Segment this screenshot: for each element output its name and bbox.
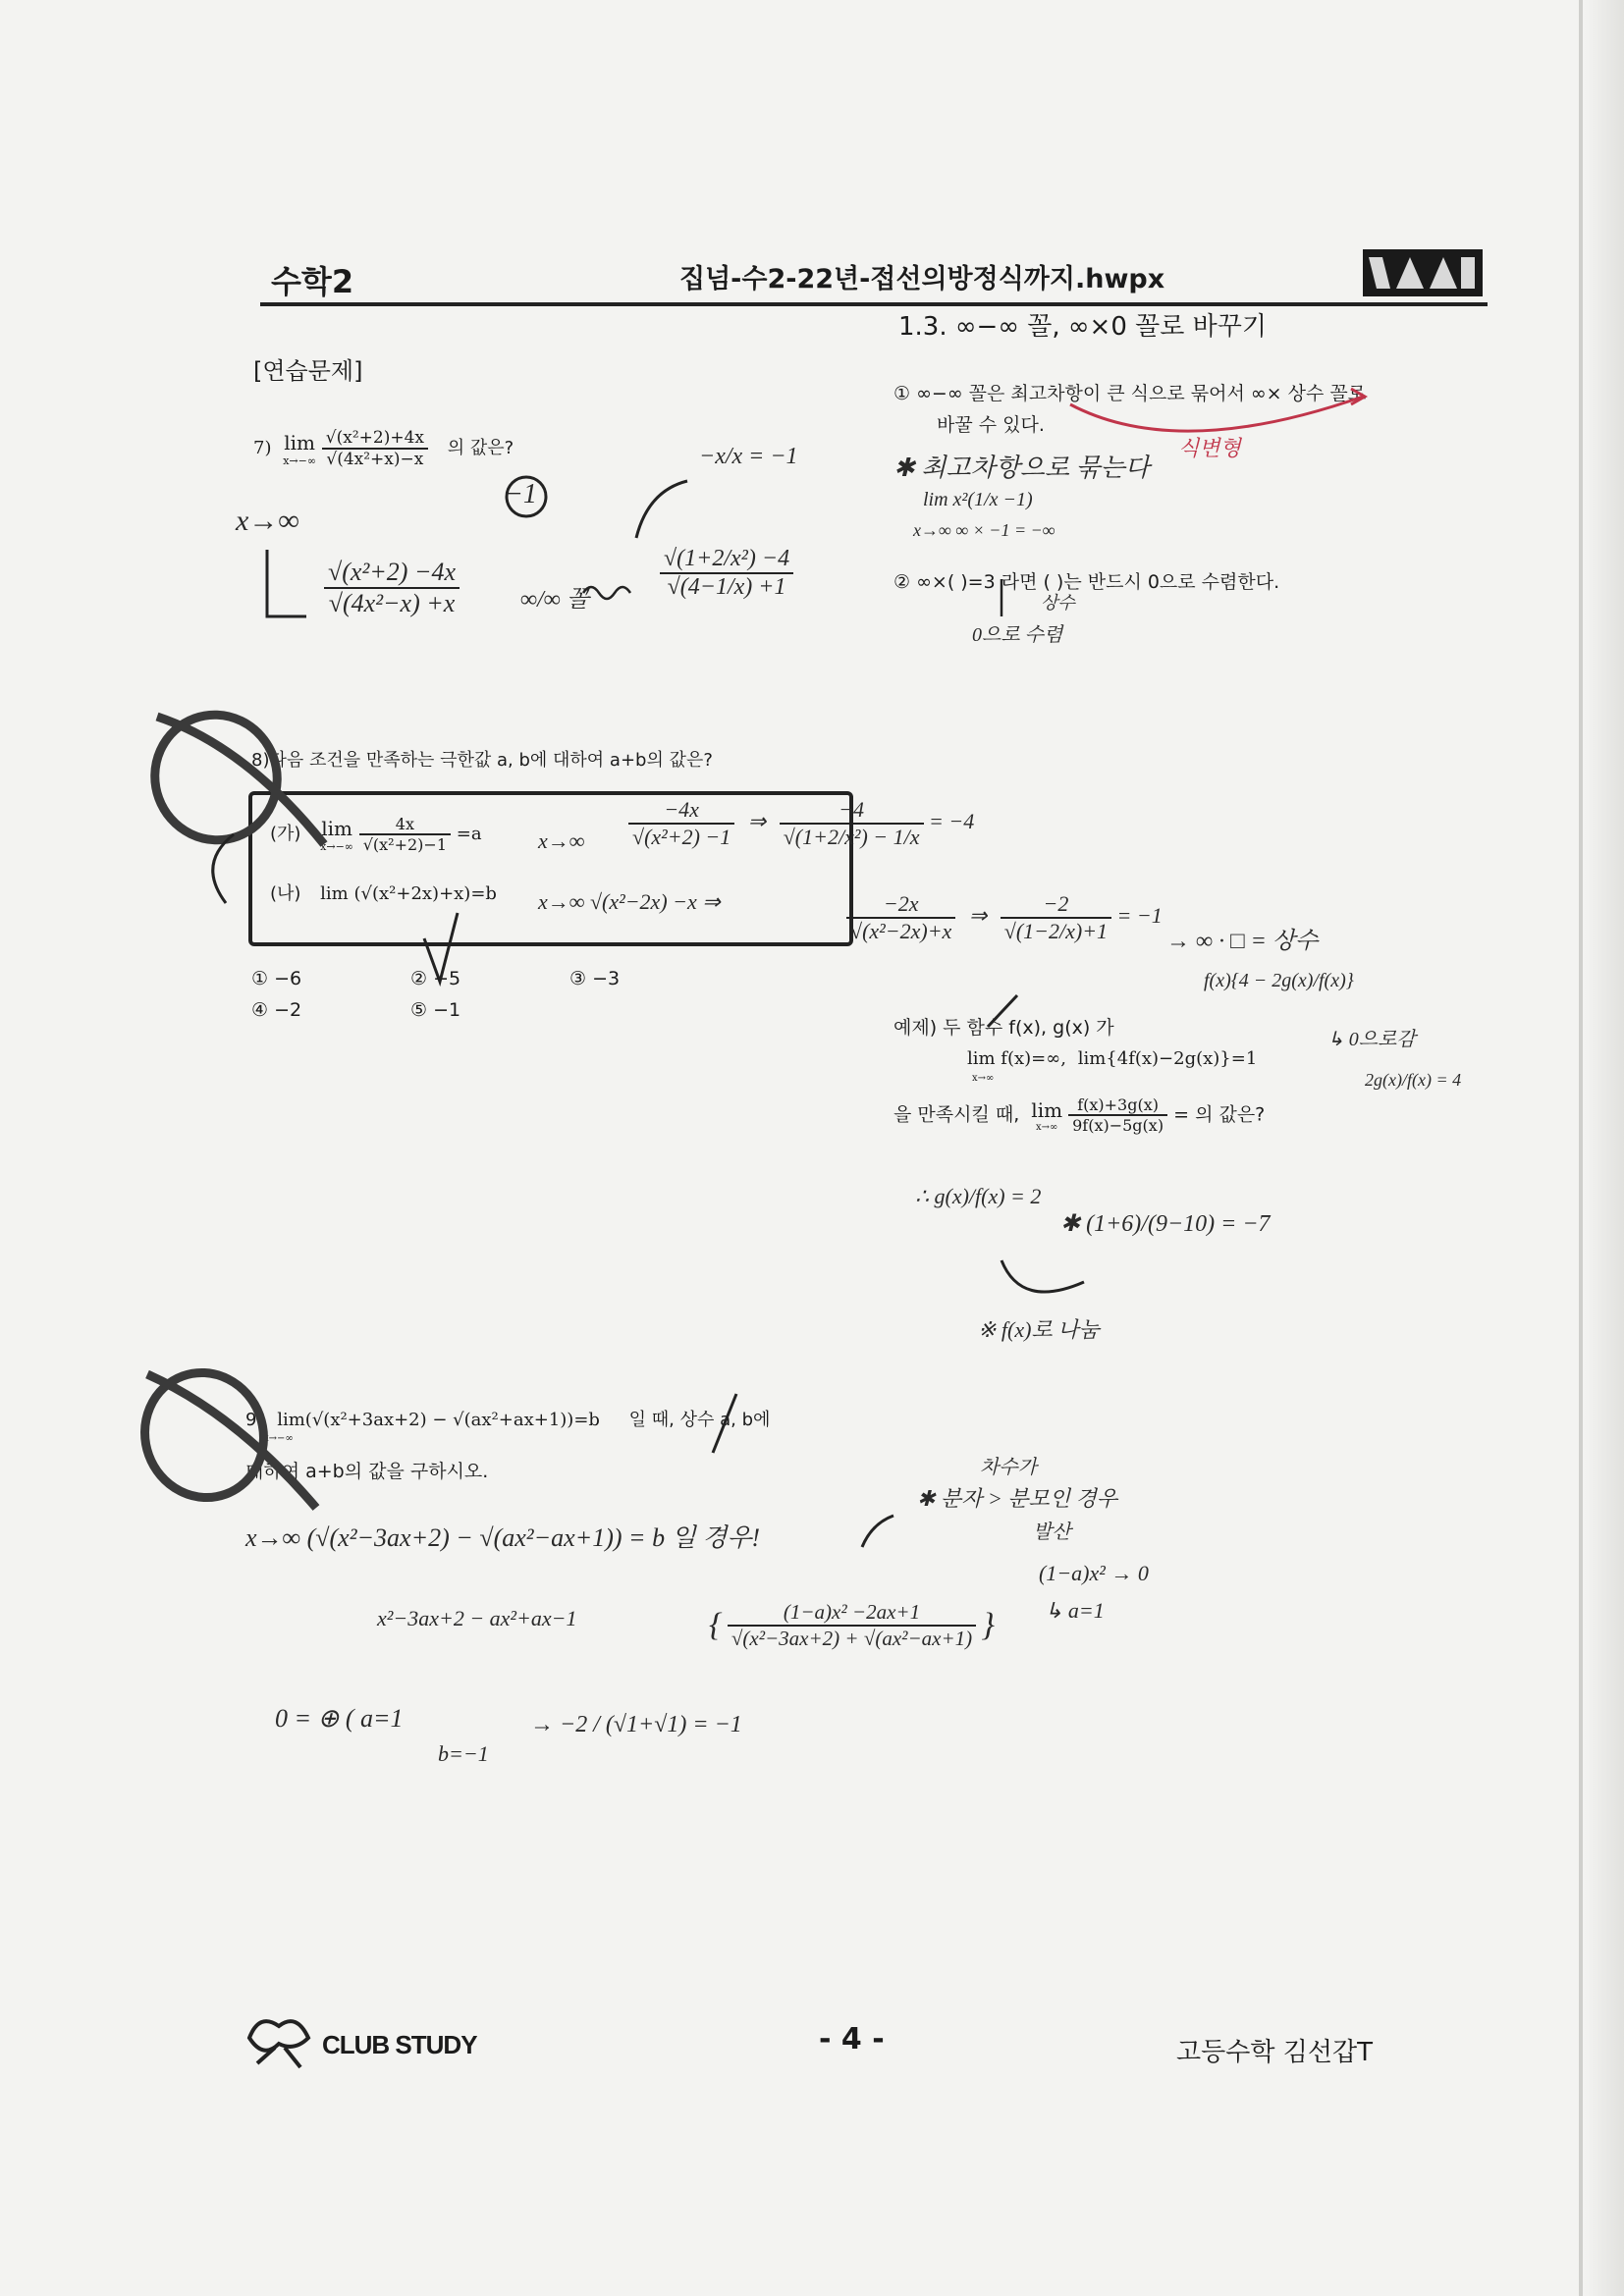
ga-numerator: 4x [359,815,451,835]
header-filename: 집넘-수2-22년-접선의방정식까지.hwpx [679,264,1165,294]
hw-p7-expr-num: √(x²+2) −4x [324,558,460,589]
lim-sub: x→∞ [1036,1121,1058,1133]
choice-1: ① −6 [251,968,302,989]
hw-p8-na-num2: −2 [1001,891,1111,919]
hw-p9-step2: x²−3ax+2 − ax²+ax−1 [377,1606,577,1630]
example-tail: = 의 값은? [1173,1103,1266,1126]
footer-brand: CLUB STUDY [322,2030,477,2059]
footer-page-number: - 4 - [819,2022,885,2056]
hw-ex-work1: → ∞ · □ = 상수 [1166,929,1319,954]
hw-arrow-p7-down [267,550,306,616]
problem-7-tail: 의 값은? [447,438,514,458]
squiggle-arrow [583,587,630,599]
hw-p8-na-num: −2x [846,891,955,919]
hw-p8-ga-num: −4x [628,797,734,825]
hw-p8-na-den2: √(1−2/x)+1 [1003,919,1109,943]
lim-text: lim [284,430,315,454]
hw-p8-na-den: √(x²−2x)+x [850,919,952,943]
hw-p7-rhs: −x/x = −1 [699,444,798,469]
hw-p7-step: x→∞ [236,505,299,537]
topic-title: 1.3. ∞−∞ 꼴, ∞×0 꼴로 바꾸기 [898,312,1267,342]
problem-9-tail1: 일 때, 상수 a, b에 [628,1410,771,1430]
header-subject: 수학2 [271,263,354,300]
hw-p9-step1: x→∞ (√(x²−3ax+2) − √(ax²−ax+1)) = b 일 경우! [245,1523,761,1552]
problem-8-stem: 8)다음 조건을 만족하는 극한값 a, b에 대하여 a+b의 값은? [251,750,713,771]
hw-p8-na-work: x→∞ √(x²−2x) −x ⇒ [538,889,721,914]
hw-p8-ga-den2: √(1+2/x²) − 1/x [783,825,920,849]
hw-p7-simpl-num: √(1+2/x²) −4 [660,546,793,574]
check-mark-choice-2 [424,913,458,982]
problem-9-expr: lim(√(x²+3ax+2) − √(ax²+ax+1))=b [277,1410,600,1430]
example-cond-2: lim{4f(x)−2g(x)}=1 [1077,1048,1258,1069]
example-cond-1: lim f(x)=∞, [967,1048,1066,1069]
hw-note-lim2: x→∞ ∞ × −1 = −∞ [913,520,1056,540]
hw-p9-frac: { $\frac{\text{(1−a)x² −2ax+1}}{\text{√(x²−3ax+2) + √(ax²−ax+1)}}$ } [709,1600,995,1650]
hw-p9-final1: 0 = ⊕ ( a=1 [275,1704,404,1733]
lim-sub: x→−∞ [283,454,317,467]
hw-p7-answer: −1 [505,479,537,509]
footer-logo-mark [240,2008,318,2081]
problem-7-number: 7) [253,438,272,458]
example-numerator: f(x)+3g(x) [1068,1095,1167,1116]
hw-ex-work2: f(x){4 − 2g(x)/f(x)} [1204,970,1354,991]
lim-text: lim [1031,1097,1063,1122]
example-sub: x→∞ [972,1073,995,1084]
problem-9-number: 9) [245,1410,264,1430]
ga-label: (가) [270,824,301,844]
hw-p8-ga-frac: $\frac{-4x}{\text{√(x²+2) −1}}$ ⇒ $\frac{-4}{\text{√(1+2/x²) − 1/x}}$ = −4 [628,797,974,850]
hw-p9-note4: (1−a)x² → 0 [1039,1561,1149,1585]
ga-denominator: √(x²+2)−1 [362,835,448,854]
hw-p9-note2: ✱ 분자 > 분모인 경우 [917,1486,1118,1511]
hw-p7-form: ∞/∞ 꼴 [520,587,590,613]
ga-rhs: =a [456,824,482,844]
hw-ex-work6: ✱ (1+6)/(9−10) = −7 [1060,1211,1271,1237]
red-arrow-stroke [1070,397,1363,431]
hw-note-lim: lim x²(1/x −1) [923,489,1033,510]
example-denominator: 9f(x)−5g(x) [1072,1116,1164,1135]
footer-teacher: 고등수학 김선갑T [1176,2038,1373,2067]
example-line2-lead: 을 만족시킬 때, [893,1103,1020,1126]
hw-p9-note5: ↳ a=1 [1045,1598,1105,1623]
hw-note-top: ✱ 최고차항으로 묶는다 [893,454,1150,482]
hw-note-const: 상수 [1041,593,1075,613]
topic-item-1-cont: 바꿀 수 있다. [937,414,1045,436]
hw-p9-note3: 발산 [1033,1522,1071,1543]
example-lead: 예제) 두 함수 f(x), g(x) 가 [893,1017,1114,1039]
hw-p9-note1: 차수가 [980,1457,1037,1478]
problem-9-tail2: 대하여 a+b의 값을 구하시오. [245,1461,489,1482]
section-label: [연습문제] [253,357,363,385]
hw-p9-den: √(x²−3ax+2) + √(ax²−ax+1) [731,1627,973,1650]
hw-p8-na-result: = −1 [1116,903,1163,929]
na-expr: lim (√(x²+2x)+x)=b [320,883,497,904]
lim-sub: x→−∞ [320,839,353,853]
hw-arrow-p7-up [636,481,687,538]
problem-9-sub: x→−∞ [263,1433,294,1444]
choice-4: ④ −2 [251,999,302,1021]
hw-p8-ga-work: x→∞ [538,828,585,853]
problem-7-numerator: √(x²+2)+4x [322,428,428,450]
hw-p8-ga-num2: −4 [780,797,924,825]
hw-p7-expr-den: √(4x²−x) +x [328,589,456,617]
hw-ex-work5: ∴ g(x)/f(x) = 2 [915,1184,1042,1208]
answer-circle-p7 [507,477,546,516]
choice-5: ⑤ −1 [410,999,461,1021]
hw-p8-ga-result: = −4 [929,809,975,834]
hw-p9-final2: b=−1 [438,1741,489,1766]
hw-p8-ga-den: √(x²+2) −1 [632,825,731,849]
hw-p9-final3: → −2 / (√1+√1) = −1 [530,1712,742,1737]
choice-2: ② −5 [410,968,461,989]
hw-p8-na-frac: $\frac{-2x}{\text{√(x²−2x)+x}}$ ⇒ $\frac{-2}{√(1-2/x)+1}$ = −1 [846,891,1163,944]
choice-3: ③ −3 [569,968,621,989]
topic-item-2: ② ∞×( )=3 라면 ( )는 반드시 0으로 수렴한다. [893,571,1280,593]
hw-p7-simpl-den: √(4−1/x) +1 [667,574,786,600]
hw-note-zero: 0으로 수렴 [972,624,1063,646]
na-label: (나) [270,883,301,904]
lim-text: lim [321,816,352,840]
bracket-arrow-p8 [213,834,234,903]
hw-ex-work7: ※ f(x)로 나눔 [978,1317,1100,1342]
hw-note-red: 식변형 [1178,436,1241,460]
hw-loop-arrow [1001,1260,1084,1292]
hw-p9-num: (1−a)x² −2ax+1 [728,1600,976,1627]
hw-ex-work4: 2g(x)/f(x) = 4 [1365,1070,1462,1090]
problem-7-denominator: √(4x²+x)−x [326,450,424,469]
hw-ex-work3: ↳ 0으로감 [1327,1029,1416,1050]
topic-item-1: ① ∞−∞ 꼴은 최고차항이 큰 식으로 묶어서 ∞× 상수 꼴로 [893,383,1367,404]
